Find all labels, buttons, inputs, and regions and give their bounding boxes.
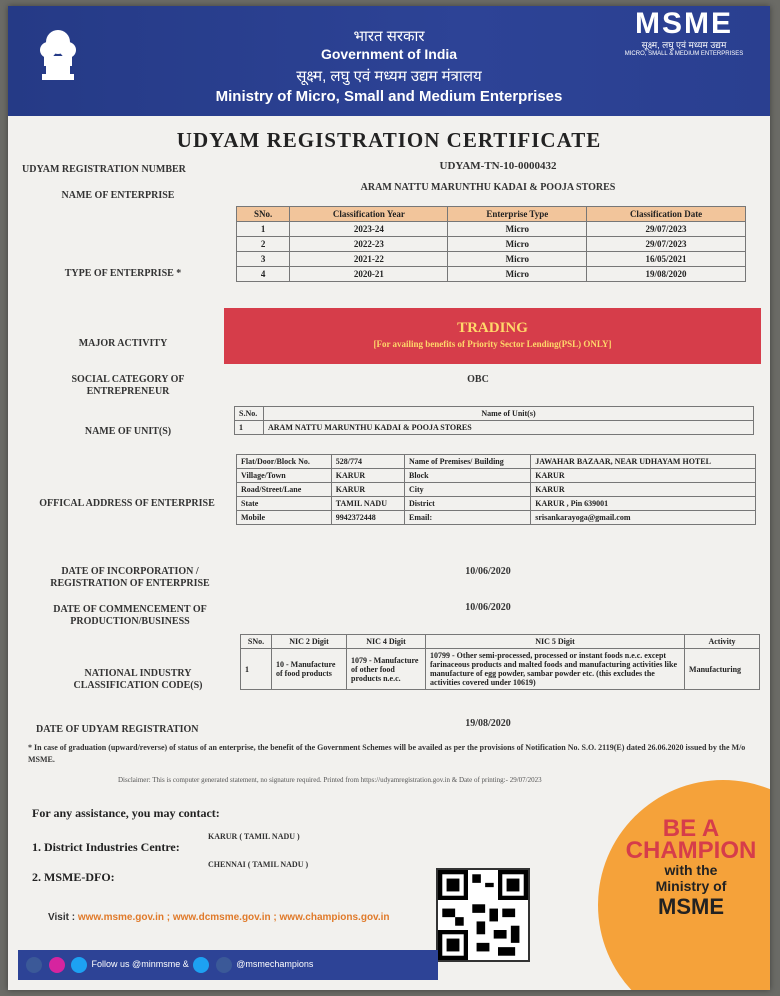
classification-cell: 19/08/2020: [587, 267, 746, 282]
address-cell: srisankarayoga@gmail.com: [531, 511, 756, 525]
classification-cell: 2: [237, 237, 290, 252]
nic-label: NATIONAL INDUSTRY CLASSIFICATION CODE(S): [73, 668, 203, 691]
classification-cell: 16/05/2021: [587, 252, 746, 267]
commencement-date-label: DATE OF COMMENCEMENT OF PRODUCTION/BUSINESS: [53, 604, 207, 627]
champion-line3: with the: [664, 862, 718, 878]
commencement-date-value: 10/06/2020: [465, 602, 511, 613]
enterprise-type-label: TYPE OF ENTERPRISE *: [64, 268, 182, 279]
enterprise-name-value: ARAM NATTU MARUNTHU KADAI & POOJA STORES: [360, 182, 616, 193]
dic-label: 1. District Industries Centre:: [32, 840, 180, 854]
address-label: OFFICAL ADDRESS OF ENTERPRISE: [39, 498, 215, 509]
udyam-date-value: 19/08/2020: [465, 718, 511, 729]
dfo-label: 2. MSME-DFO:: [32, 870, 115, 884]
classification-table: [236, 206, 746, 282]
units-header-sno: S.No.: [235, 407, 264, 421]
instagram-icon[interactable]: [49, 957, 65, 973]
graduation-note: * In case of graduation (upward/reverse) of status of an enterprise, the benefit of the Government Schemes will be availed as per the provisions of Notification No. S.O. 2119(E) dated 26.06.2020 issued by the M/o MSME.: [28, 743, 746, 764]
dic-value: KARUR ( TAMIL NADU ): [208, 832, 300, 841]
dfo-value: CHENNAI ( TAMIL NADU ): [208, 860, 309, 869]
msme-logo-english: MICRO, SMALL & MEDIUM ENTERPRISES: [624, 51, 744, 57]
msme-logo-mark: MSME: [635, 7, 733, 40]
classification-cell: 4: [237, 267, 290, 282]
website-links[interactable]: www.msme.gov.in ; www.dcmsme.gov.in ; www.champions.gov.in: [77, 912, 390, 923]
address-cell: KARUR: [531, 483, 756, 497]
assistance-heading: For any assistance, you may contact:: [32, 806, 220, 820]
address-cell: KARUR: [331, 483, 404, 497]
table-row: [237, 497, 756, 511]
udyam-date-label: DATE OF UDYAM REGISTRATION: [36, 724, 199, 735]
social-footer: [18, 950, 438, 980]
trading-banner: [224, 308, 761, 364]
nic-header-activity: Activity: [685, 635, 760, 649]
table-row: [237, 469, 756, 483]
nic-cell: 1: [241, 649, 272, 690]
classification-header-row: [237, 207, 746, 222]
champion-text: [616, 815, 766, 920]
address-cell: Name of Premises/ Building: [405, 455, 531, 469]
facebook-icon[interactable]: [26, 957, 42, 973]
nic-header-row: [241, 635, 760, 649]
address-cell: Village/Town: [237, 469, 332, 483]
address-cell: 528/774: [331, 455, 404, 469]
classification-cell: Micro: [448, 237, 587, 252]
champion-line2: CHAMPION: [625, 837, 757, 864]
nic-header-4digit: NIC 4 Digit: [347, 635, 426, 649]
address-cell: KARUR: [331, 469, 404, 483]
classification-header-type: Enterprise Type: [448, 207, 587, 222]
units-cell: ARAM NATTU MARUNTHU KADAI & POOJA STORES: [264, 421, 754, 435]
nic-cell: Manufacturing: [685, 649, 760, 690]
classification-cell: Micro: [448, 267, 587, 282]
enterprise-name-label: NAME OF ENTERPRISE: [61, 190, 175, 201]
address-cell: Email:: [405, 511, 531, 525]
ministry-name: Ministry of Micro, Small and Medium Enterprises: [215, 88, 563, 105]
table-row: [237, 483, 756, 497]
champions-handle[interactable]: @msmechampions: [236, 959, 314, 969]
table-row: [237, 267, 746, 282]
nic-cell: 10799 - Other semi-processed, processed or instant foods n.e.c. except farinaceous products and malted foods and manufacturing activities like manufacture of egg powder, sambar powder etc. (this excludes the activities covered under 10619): [426, 649, 685, 690]
table-row: [235, 421, 754, 435]
address-cell: State: [237, 497, 332, 511]
certificate-page: [8, 6, 770, 990]
address-cell: TAMIL NADU: [331, 497, 404, 511]
address-cell: District: [405, 497, 531, 511]
nic-table: [240, 634, 760, 690]
table-row: [237, 455, 756, 469]
trading-subtitle: [For availing benefits of Priority Sector Lending(PSL) ONLY]: [373, 339, 612, 349]
classification-header-year: Classification Year: [290, 207, 448, 222]
champion-line5: MSME: [658, 894, 724, 919]
government-of-india: Government of India: [320, 46, 458, 62]
incorporation-date-label: DATE OF INCORPORATION / REGISTRATION OF ENTERPRISE: [50, 566, 210, 589]
table-row: [237, 237, 746, 252]
address-cell: 9942372448: [331, 511, 404, 525]
facebook-icon[interactable]: [216, 957, 232, 973]
classification-cell: 29/07/2023: [587, 222, 746, 237]
address-cell: Road/Street/Lane: [237, 483, 332, 497]
address-cell: JAWAHAR BAZAAR, NEAR UDHAYAM HOTEL: [531, 455, 756, 469]
classification-cell: Micro: [448, 222, 587, 237]
header-banner: [8, 6, 770, 116]
twitter-icon[interactable]: [71, 957, 87, 973]
classification-header-date: Classification Date: [587, 207, 746, 222]
address-cell: Mobile: [237, 511, 332, 525]
classification-cell: 2022-23: [290, 237, 448, 252]
nic-header-5digit: NIC 5 Digit: [426, 635, 685, 649]
classification-cell: 2020-21: [290, 267, 448, 282]
champion-line1: BE A: [662, 815, 720, 842]
msme-logo: [624, 7, 744, 57]
address-cell: Block: [405, 469, 531, 483]
table-row: [237, 252, 746, 267]
champion-line4: Ministry of: [655, 878, 727, 894]
reg-number-value: UDYAM-TN-10-0000432: [439, 160, 557, 172]
units-cell: 1: [235, 421, 264, 435]
table-row: [237, 222, 746, 237]
twitter-icon[interactable]: [193, 957, 209, 973]
units-header-name: Name of Unit(s): [264, 407, 754, 421]
incorporation-date-value: 10/06/2020: [465, 566, 511, 577]
msme-logo-hindi: सूक्ष्म, लघु एवं मध्यम उद्यम: [641, 40, 727, 50]
social-category-label: SOCIAL CATEGORY OF ENTREPRENEUR: [71, 374, 185, 397]
classification-cell: 1: [237, 222, 290, 237]
visit-label: Visit :: [48, 912, 76, 923]
follow-text: Follow us @minmsme &: [91, 959, 189, 969]
classification-cell: Micro: [448, 252, 587, 267]
address-cell: Flat/Door/Block No.: [237, 455, 332, 469]
nic-cell: 10 - Manufacture of food products: [272, 649, 347, 690]
nic-header-2digit: NIC 2 Digit: [272, 635, 347, 649]
classification-cell: 3: [237, 252, 290, 267]
table-row: [241, 649, 760, 690]
address-cell: KARUR: [531, 469, 756, 483]
nic-header-sno: SNo.: [241, 635, 272, 649]
visit-links: [48, 912, 390, 923]
unit-name-label: NAME OF UNIT(S): [84, 426, 172, 437]
classification-cell: 2021-22: [290, 252, 448, 267]
reg-number-label: UDYAM REGISTRATION NUMBER: [22, 164, 186, 175]
social-category-value: OBC: [467, 374, 489, 385]
classification-cell: 29/07/2023: [587, 237, 746, 252]
disclaimer: Disclaimer: This is computer generated statement, no signature required. Printed from https://udyamregistration.gov.in & Date of printing:- 29/07/2023: [118, 776, 542, 784]
qr-code-icon[interactable]: [436, 868, 530, 962]
nic-cell: 1079 - Manufacture of other food products n.e.c.: [347, 649, 426, 690]
units-header-row: [235, 407, 754, 421]
table-row: [237, 511, 756, 525]
units-table: [234, 406, 754, 435]
address-cell: KARUR , Pin 639001: [531, 497, 756, 511]
address-cell: City: [405, 483, 531, 497]
hindi-ministry: सूक्ष्म, लघु एवं मध्यम उद्यम मंत्रालय: [296, 68, 482, 85]
classification-cell: 2023-24: [290, 222, 448, 237]
major-activity-label: MAJOR ACTIVITY: [78, 338, 168, 349]
trading-title: TRADING: [457, 320, 528, 336]
certificate-title: UDYAM REGISTRATION CERTIFICATE: [176, 128, 602, 152]
hindi-government: भारत सरकार: [353, 28, 425, 45]
address-table: [236, 454, 756, 525]
classification-header-sno: SNo.: [237, 207, 290, 222]
